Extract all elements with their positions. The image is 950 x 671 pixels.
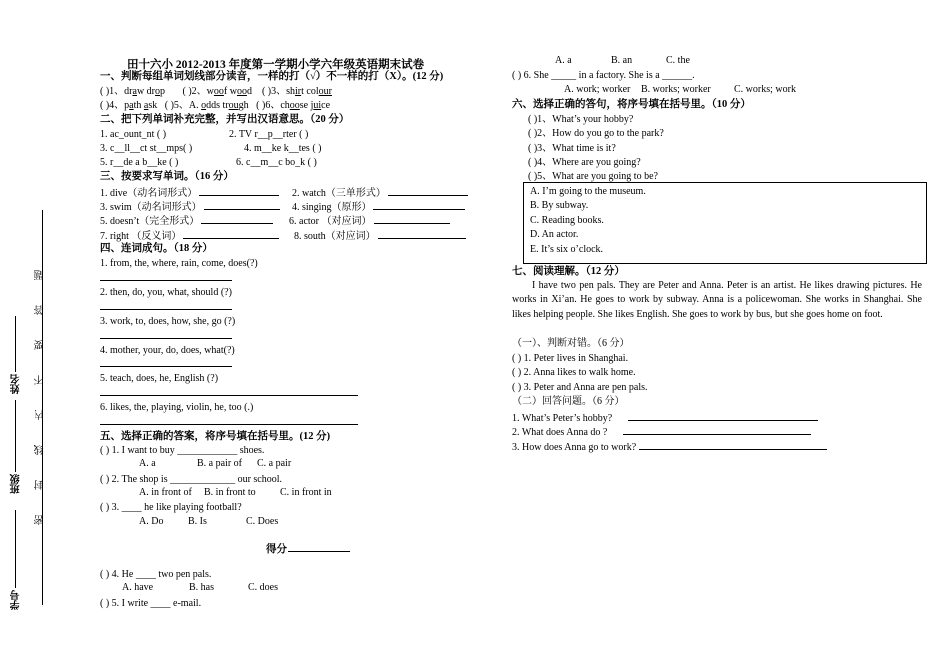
choice-question: ( ) 4. He ____ two pen pals. [100, 569, 212, 580]
choice-option: A. a [555, 55, 572, 66]
sentence-item: 4. mother, your, do, does, what(?) [100, 345, 235, 356]
word-form-item: 5. doesn’t（完全形式） [100, 213, 273, 228]
choice-option: B. has [189, 582, 214, 593]
choice-option: C. the [666, 55, 690, 66]
part-1-heading: （一）、判断对错。（6 分） [512, 338, 630, 349]
phonics-row-2: ( )4、path ask ( )5、A. odds trough ( )6、choose juice [100, 100, 331, 111]
answer-line [100, 366, 232, 367]
answer-choice: C. Reading books. [530, 215, 604, 226]
true-false-item: ( ) 3. Peter and Anna are pen pals. [512, 382, 648, 393]
choice-question: ( ) 2. The shop is _____________ our school. [100, 474, 283, 485]
choice-question: ( ) 6. She _____ in a factory. She is a ______. [512, 70, 695, 81]
choice-option: C. works; work [734, 84, 796, 95]
seal-char: 要 [35, 340, 46, 350]
answer-line [100, 424, 358, 425]
choice-option: C. does [248, 582, 278, 593]
choice-option: C. in front in [280, 487, 332, 498]
class-blank [15, 400, 16, 472]
choice-question: ( ) 3. ____ he like playing football? [100, 502, 242, 513]
word-fill-item: 5. r__de a b__ke ( ) [100, 157, 179, 168]
class-label: 班级 [11, 474, 22, 494]
reading-passage: I have two pen pals. They are Peter and Anna. Peter is an artist. He likes drawing pictures. He works in Xi’an. He goes to work by subway. Anna is a policewoman. She works in Shanghai. She likes helping people. She likes English. She goes to work by bus, but she goes home on foot. [512, 280, 922, 320]
name-label: 姓名 [11, 374, 22, 394]
sentence-item: 2. then, do, you, what, should (?) [100, 287, 232, 298]
word-fill-item: 2. TV r__p__rter ( ) [229, 129, 309, 140]
choice-option: A. work; worker [564, 84, 631, 95]
word-form-item: 8. south（对应词） [294, 228, 466, 243]
dialog-question: ( )1、What’s your hobby? [528, 114, 634, 125]
answer-line [100, 338, 232, 339]
word-form-item: 6. actor （对应词） [289, 213, 450, 228]
section-6-heading: 六、选择正确的答句，将序号填在括号里。（10 分） [512, 99, 751, 110]
word-fill-item: 4. m__ke k__tes ( ) [244, 143, 322, 154]
choice-option: B. Is [188, 516, 207, 527]
seal-char: 答 [35, 305, 46, 315]
choice-option: A. a [139, 458, 156, 469]
id-label: 学号 [11, 590, 22, 610]
word-form-item: 7. right （反义词） [100, 228, 279, 243]
sentence-item: 5. teach, does, he, English (?) [100, 373, 219, 384]
dialog-question: ( )4、Where are you going? [528, 157, 641, 168]
answer-choice: B. By subway. [530, 200, 589, 211]
answer-choice: D. An actor. [530, 229, 579, 240]
true-false-item: ( ) 2. Anna likes to walk home. [512, 367, 636, 378]
phonics-row-1: ( )1、draw drop ( )2、woof wood ( )3、shirt colour [100, 86, 332, 97]
word-fill-item: 3. c__ll__ct st__mps( ) [100, 143, 193, 154]
choice-question: ( ) 5. I write ____ e-mail. [100, 598, 202, 609]
section-3-heading: 三、按要求写单词。（16 分） [100, 171, 234, 182]
choice-question: ( ) 1. I want to buy ____________ shoes. [100, 445, 265, 456]
part-2-heading: （二）回答问题。（6 分） [512, 396, 625, 407]
answer-choice: E. It’s six o’clock. [530, 244, 604, 255]
seal-char: 封 [35, 480, 46, 490]
choice-option: A. Do [139, 516, 164, 527]
dialog-question: ( )5、What are you going to be? [528, 171, 658, 182]
section-7-heading: 七、阅读理解。（12 分） [512, 266, 625, 277]
seal-char: 密 [35, 515, 46, 525]
seal-char: 内 [35, 410, 46, 420]
section-2-heading: 二、把下列单词补充完整，并写出汉语意思。（20 分） [100, 114, 350, 125]
choice-option: A. in front of [139, 487, 192, 498]
answer-line [100, 309, 232, 310]
answer-choice: A. I’m going to the museum. [530, 186, 646, 197]
word-fill-item: 1. ac_ount_nt ( ) [100, 129, 167, 140]
word-fill-item: 6. c__m__c bo_k ( ) [236, 157, 317, 168]
true-false-item: ( ) 1. Peter lives in Shanghai. [512, 353, 629, 364]
qa-item: 2. What does Anna do ? [512, 424, 811, 439]
score-box: 得分 [266, 541, 350, 556]
qa-item: 3. How does Anna go to work? [512, 439, 827, 454]
dialog-question: ( )2、How do you go to the park? [528, 128, 664, 139]
word-form-item: 2. watch（三单形式） [292, 185, 468, 200]
answer-line [100, 395, 358, 396]
section-1-heading: 一、判断每组单词划线部分读音，一样的打（√）不一样的打（X）。(12 分) [100, 71, 444, 82]
page-title: 田十六小 2012-2013 年度第一学期小学六年级英语期末试卷 [127, 59, 425, 71]
section-5-heading: 五、选择正确的答案，将序号填在括号里。(12 分) [100, 431, 331, 442]
sentence-item: 3. work, to, does, how, she, go (?) [100, 316, 236, 327]
answer-line [100, 280, 232, 281]
seal-char: 线 [35, 445, 46, 455]
id-blank [15, 510, 16, 588]
word-form-item: 4. singing（原形） [292, 199, 465, 214]
qa-item: 1. What’s Peter’s hobby? [512, 410, 818, 425]
section-4-heading: 四、连词成句。（18 分） [100, 243, 213, 254]
name-blank [15, 316, 16, 372]
seal-char: 不 [35, 375, 46, 385]
choice-option: B. a pair of [197, 458, 242, 469]
choice-option: C. Does [246, 516, 279, 527]
choice-option: C. a pair [257, 458, 292, 469]
dialog-question: ( )3、What time is it? [528, 143, 616, 154]
choice-option: B. in front to [204, 487, 256, 498]
choice-option: B. works; worker [641, 84, 711, 95]
sentence-item: 1. from, the, where, rain, come, does(?) [100, 258, 258, 269]
choice-option: B. an [611, 55, 633, 66]
choice-option: A. have [122, 582, 154, 593]
seal-char: 题 [35, 270, 46, 280]
word-form-item: 3. swim（动名词形式） [100, 199, 280, 214]
word-form-item: 1. dive（动名词形式） [100, 185, 279, 200]
sentence-item: 6. likes, the, playing, violin, he, too (.) [100, 402, 254, 413]
